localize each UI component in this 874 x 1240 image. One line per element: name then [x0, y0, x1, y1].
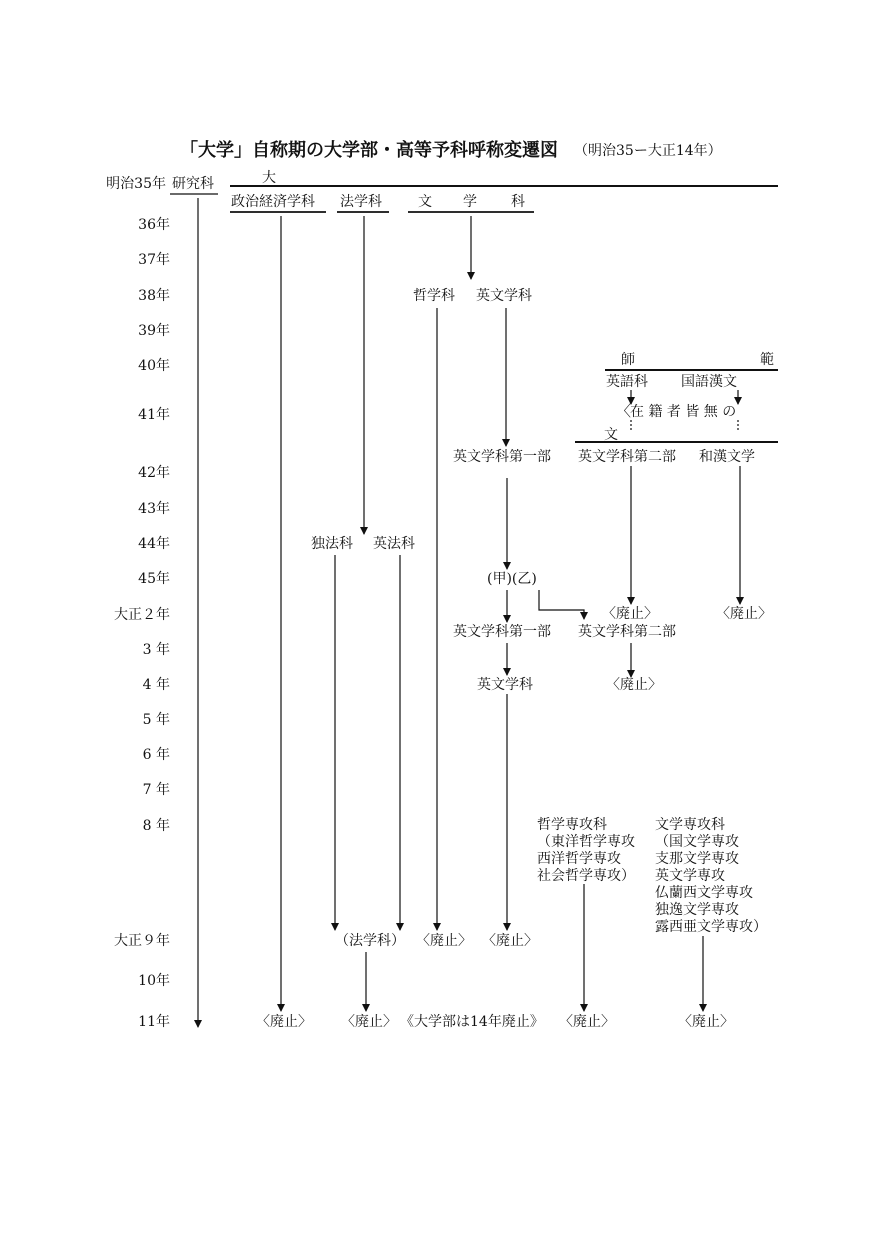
tetsu-senko-line: 西洋哲学専攻: [537, 851, 621, 867]
year-label: 44年: [138, 536, 170, 552]
bun-senko-line: 英文学専攻: [655, 868, 725, 884]
node-daigakubu-haishi: 《大学部は14年廃止》: [400, 1014, 544, 1030]
year-label: 5 年: [142, 712, 170, 728]
bun-senko-line: （国文学専攻: [655, 834, 739, 850]
node-eibun-dai2-t2: 英文学科第二部: [578, 624, 676, 640]
tetsu-senko-line: （東洋哲学専攻: [537, 834, 635, 850]
node-seiji-keizai: 政治経済学科: [231, 194, 315, 210]
node-zaiseki-kaimu: 在 籍 者 皆 無 の: [630, 404, 737, 420]
year-label: 明治35年: [106, 176, 166, 192]
node-eibun-dai2-42: 英文学科第二部: [578, 449, 676, 465]
year-label: 43年: [138, 501, 170, 517]
bun-senko-line: 仏蘭西文学専攻: [655, 885, 753, 901]
node-eiho: 英法科: [373, 536, 415, 552]
bun-senko-line: 独逸文学専攻: [655, 902, 739, 918]
node-haishi-eibun: 〈廃止〉: [482, 933, 538, 949]
node-eibun-t4: 英文学科: [477, 677, 533, 693]
bun-senko-line: 文学専攻科: [655, 817, 725, 833]
node-hogaku: 法学科: [340, 194, 382, 210]
year-label: 大正９年: [114, 933, 170, 949]
node-eibun-dai1-t2: 英文学科第一部: [453, 624, 551, 640]
year-label: 3 年: [142, 642, 170, 658]
node-haishi-hogaku: 〈廃止〉: [341, 1014, 397, 1030]
node-haishi-tetsu-senko: 〈廃止〉: [559, 1014, 615, 1030]
year-label: 41年: [138, 407, 170, 423]
node-haishi-bun-senko: 〈廃止〉: [678, 1014, 734, 1030]
year-label: 38年: [138, 288, 170, 304]
year-label: 7 年: [142, 782, 170, 798]
year-label: 42年: [138, 465, 170, 481]
node-eibun-dai1-42: 英文学科第一部: [453, 449, 551, 465]
year-label: 37年: [138, 252, 170, 268]
tetsu-senko-line: 社会哲学専攻）: [537, 868, 635, 884]
year-label: 10年: [138, 973, 170, 989]
year-label: 11年: [138, 1014, 170, 1030]
node-haishi-eibun2: 〈廃止〉: [602, 606, 658, 622]
node-haishi-t3: 〈廃止〉: [606, 677, 662, 693]
node-tetsugaku-senkoka: [537, 817, 635, 885]
node-dokuho: 独法科: [311, 536, 353, 552]
node-kenkyuka: 研究科: [172, 176, 214, 192]
node-haishi-seiji: 〈廃止〉: [256, 1014, 312, 1030]
node-bungaku-3: 科: [511, 194, 525, 210]
year-label: 40年: [138, 358, 170, 374]
year-label: 4 年: [142, 677, 170, 693]
node-eigoka: 英語科: [606, 374, 648, 390]
node-haishi-wakan: 〈廃止〉: [716, 606, 772, 622]
node-tetsugaku: 哲学科: [413, 288, 455, 304]
node-hogaku-t9: （法学科）: [335, 933, 405, 949]
node-eibun-38: 英文学科: [476, 288, 532, 304]
node-bun-left: 文: [604, 427, 618, 443]
year-label: 36年: [138, 217, 170, 233]
year-label: 8 年: [142, 818, 170, 834]
bun-senko-line: 露西亜文学専攻）: [655, 919, 767, 935]
node-haishi-tetsugaku: 〈廃止〉: [416, 933, 472, 949]
node-han: 範: [760, 352, 774, 368]
node-shi: 師: [621, 352, 635, 368]
node-wakan-bungaku: 和漢文学: [699, 449, 755, 465]
year-label: 39年: [138, 323, 170, 339]
node-bungaku-2: 学: [463, 194, 477, 210]
tetsu-senko-line: 哲学専攻科: [537, 817, 607, 833]
bun-senko-line: 支那文学専攻: [655, 851, 739, 867]
otsu-arrow: [539, 590, 584, 619]
node-bungaku-1: 文: [418, 194, 432, 210]
node-bungaku-senkoka: [655, 817, 767, 936]
year-label: 6 年: [142, 747, 170, 763]
node-zaiseki-bracket: 〈: [616, 402, 632, 420]
node-kou-otsu: (甲)(乙): [487, 571, 537, 587]
node-daigaku: 大: [262, 170, 276, 186]
year-label: 大正２年: [114, 607, 170, 623]
diagram-subtitle: （明治35ー大正14年）: [574, 143, 722, 159]
year-label: 45年: [138, 571, 170, 587]
node-kokugo-kanbun: 国語漢文: [681, 374, 737, 390]
diagram-title: 「大学」自称期の大学部・高等予科呼称変遷図: [180, 140, 558, 161]
